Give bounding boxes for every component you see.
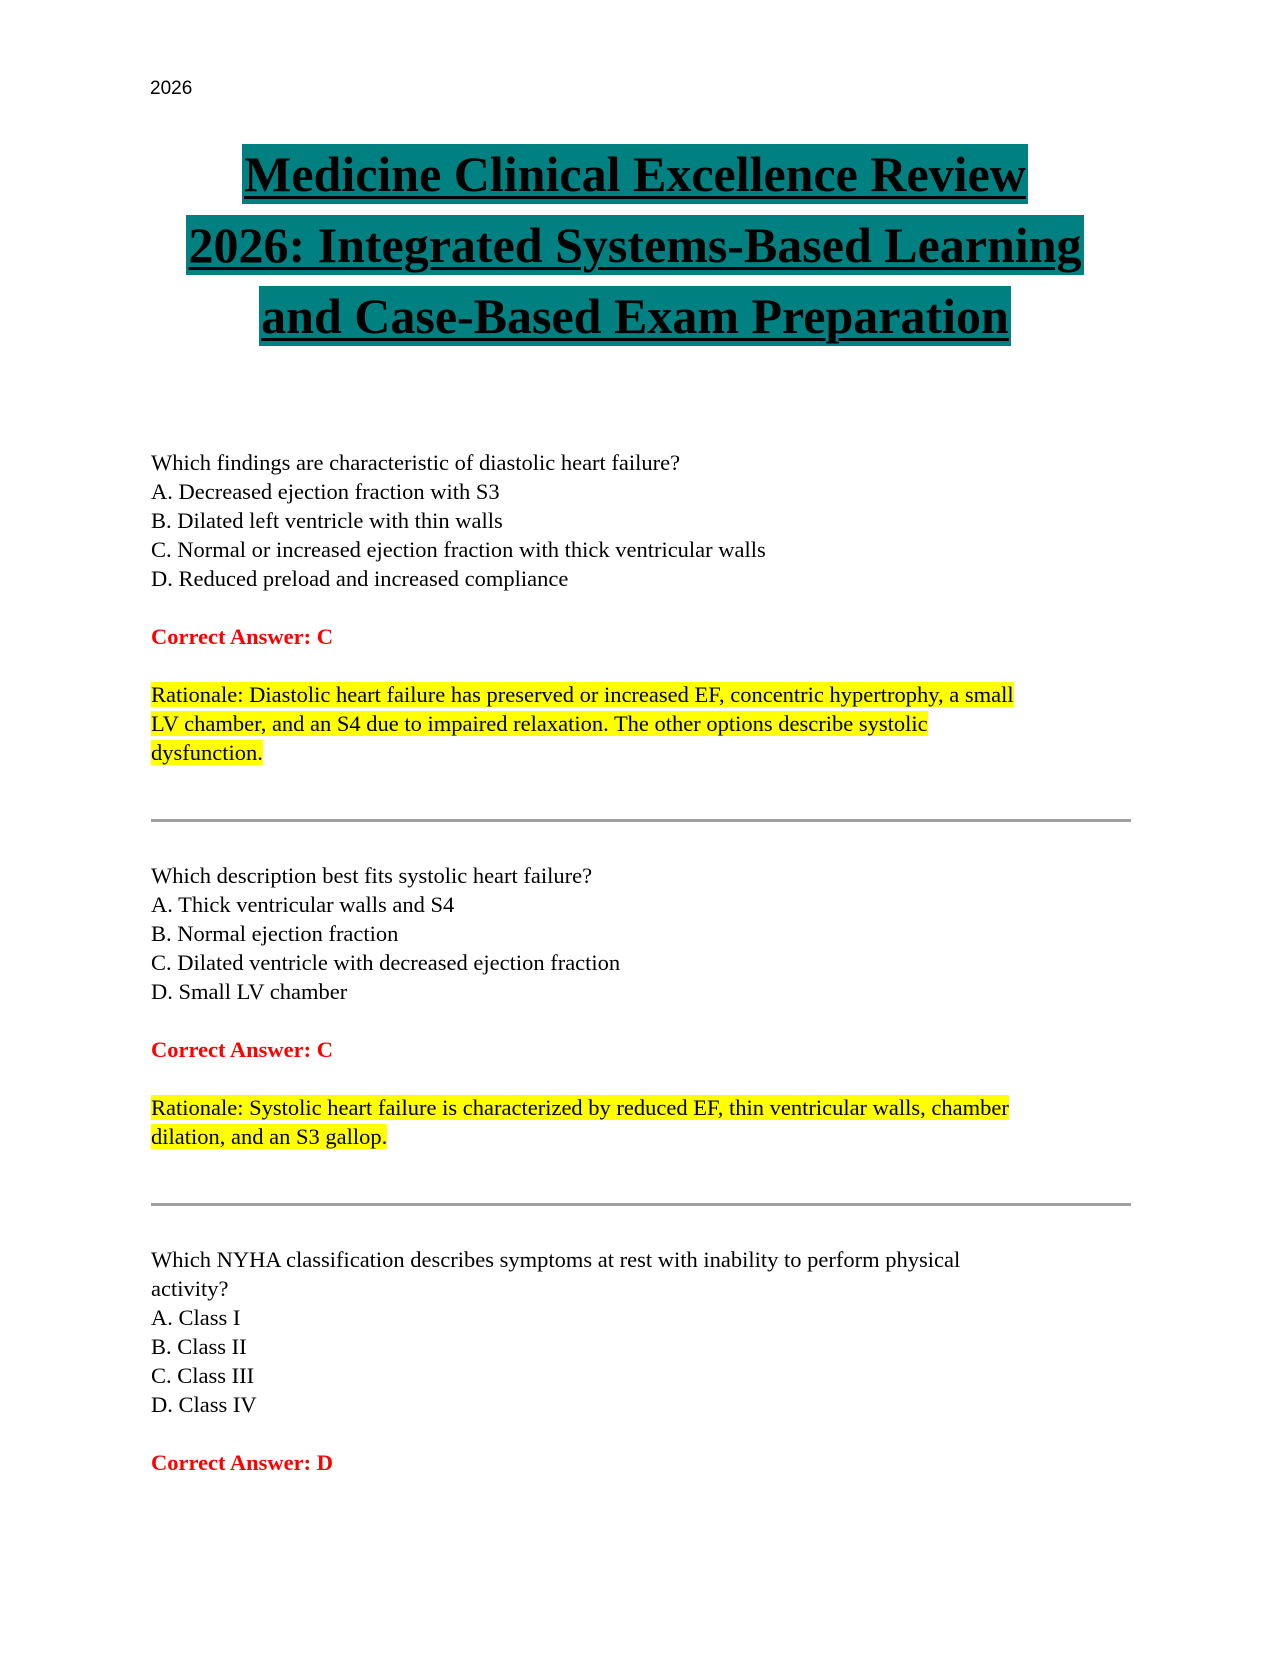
rationale-line: dilation, and an S3 gallop. [151,1124,388,1149]
option-a: A. Decreased ejection fraction with S3 [151,479,500,504]
question-text: Which description best fits systolic heart failure? [151,863,593,888]
option-b: B. Normal ejection fraction [151,921,399,946]
rationale [151,1093,1131,1151]
option-c: C. Dilated ventricle with decreased ejection fraction [151,950,621,975]
question-list [151,448,1131,1477]
title-line-2: 2026: Integrated Systems-Based Learning [188,217,1082,273]
question-text: Which findings are characteristic of diastolic heart failure? [151,450,681,475]
rationale [151,680,1131,767]
option-a: A. Thick ventricular walls and S4 [151,892,455,917]
rationale-line: LV chamber, and an S4 due to impaired relaxation. The other options describe systolic [151,711,928,736]
title-line-3: and Case-Based Exam Preparation [261,288,1009,344]
option-d: D. Small LV chamber [151,979,348,1004]
option-b: B. Dilated left ventricle with thin walls [151,508,503,533]
option-c: C. Class III [151,1363,255,1388]
question-2 [151,861,1131,1151]
rationale-line: Rationale: Systolic heart failure is characterized by reduced EF, thin ventricular walls, chamber [151,1095,1009,1120]
rationale-line: Rationale: Diastolic heart failure has preserved or increased EF, concentric hypertrophy, a small [151,682,1014,707]
document-title [140,144,1130,357]
question-3 [151,1245,1131,1477]
correct-answer: Correct Answer: C [151,1037,334,1062]
correct-answer: Correct Answer: C [151,624,334,649]
rationale-line: dysfunction. [151,740,263,765]
option-c: C. Normal or increased ejection fraction with thick ventricular walls [151,537,766,562]
title-line-1: Medicine Clinical Excellence Review [244,146,1026,202]
question-text-line: Which NYHA classification describes symptoms at rest with inability to perform physical [151,1247,961,1272]
option-a: A. Class I [151,1305,241,1330]
question-text-line: activity? [151,1276,229,1301]
section-divider [151,819,1131,822]
page-header-year: 2026 [150,78,193,99]
option-b: B. Class II [151,1334,247,1359]
option-d: D. Class IV [151,1392,257,1417]
correct-answer: Correct Answer: D [151,1450,334,1475]
option-d: D. Reduced preload and increased compliance [151,566,569,591]
question-1 [151,448,1131,767]
section-divider [151,1203,1131,1206]
